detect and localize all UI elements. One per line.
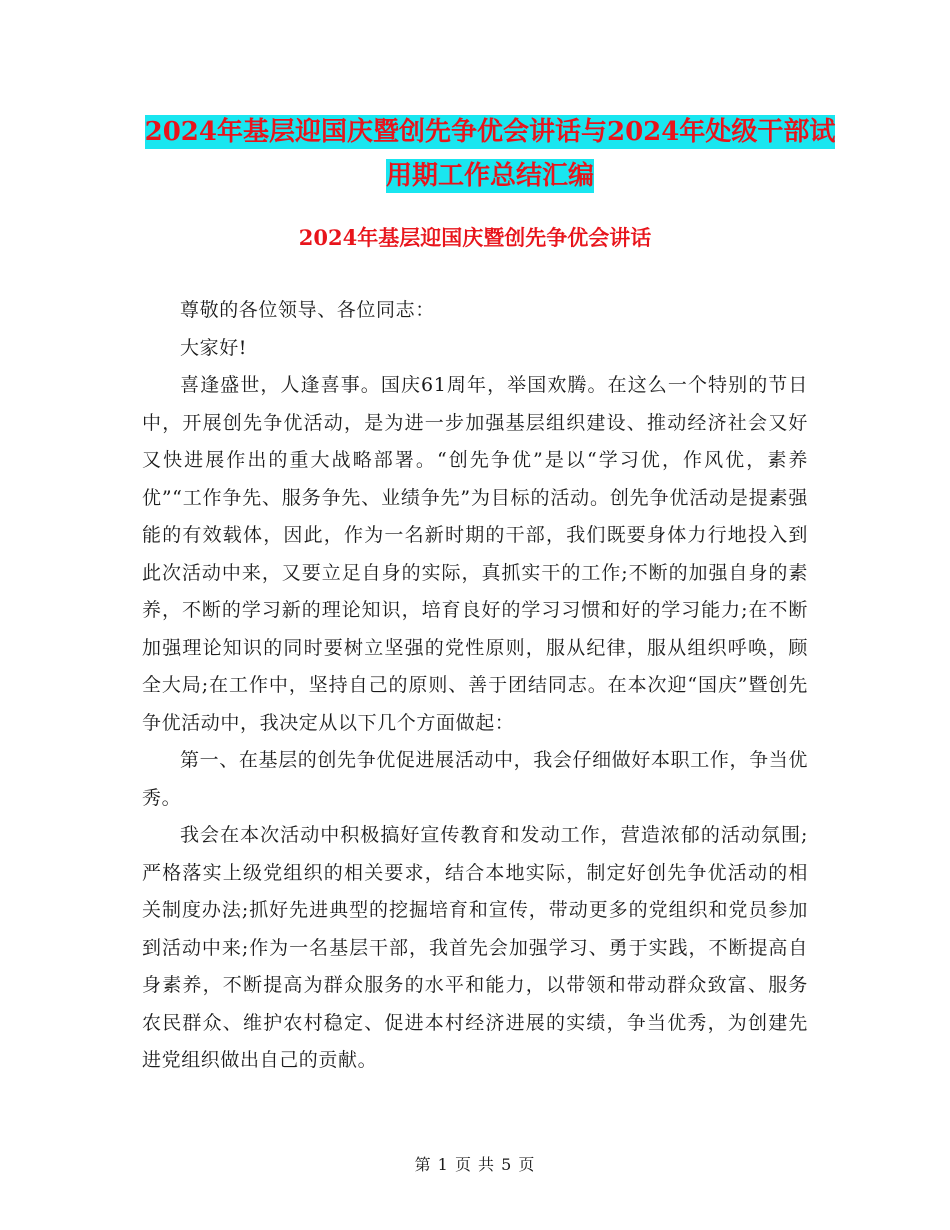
paragraph-greeting: 大家好! bbox=[180, 336, 248, 359]
document-title bbox=[140, 110, 840, 198]
section-title: 2024年基层迎国庆暨创先争优会讲话 bbox=[298, 225, 652, 250]
document-title-text: 2024年基层迎国庆暨创先争优会讲话与2024年处级干部试用期工作总结汇编 bbox=[144, 117, 836, 191]
paragraph-intro: 喜逢盛世，人逢喜事。国庆61周年，举国欢腾。在这么一个特别的节日中，开展创先争优活动，是为进一步加强基层组织建设、推动经济社会又好又快进展作出的重大战略部署。“创先争优”是以“学习优，作风优，素养优”“工作争先、服务争先、业绩争先”为目标的活动。创先争优活动是提素强能的有效载体，因此，作为一名新时期的干部，我们既要身体力行地投入到此次活动中来，又要立足自身的实际，真抓实干的工作;不断的加强自身的素养，不断的学习新的理论知识，培育良好的学习习惯和好的学习能力;在不断加强理论知识的同时要树立坚强的党性原则，服从纪律，服从组织呼唤，顾全大局;在工作中，坚持自己的原则、善于团结同志。在本次迎“国庆”暨创先争优活动中，我决定从以下几个方面做起： bbox=[142, 374, 808, 734]
page-number-footer: 第 1 页 共 5 页 bbox=[414, 1155, 536, 1174]
document-body bbox=[142, 292, 808, 1080]
paragraph-point-one: 第一、在基层的创先争优促进展活动中，我会仔细做好本职工作，争当优秀。 bbox=[142, 749, 808, 809]
paragraph-details: 我会在本次活动中积极搞好宣传教育和发动工作，营造浓郁的活动氛围;严格落实上级党组织的相关要求，结合本地实际，制定好创先争优活动的相关制度办法;抓好先进典型的挖掘培育和宣传，带动更多的党组织和党员参加到活动中来;作为一名基层干部，我首先会加强学习、勇于实践，不断提高自身素养，不断提高为群众服务的水平和能力，以带领和带动群众致富、服务农民群众、维护农村稳定、促进本村经济进展的实绩，争当优秀，为创建先进党组织做出自己的贡献。 bbox=[142, 824, 808, 1071]
paragraph-salutation: 尊敬的各位领导、各位同志： bbox=[180, 299, 435, 321]
